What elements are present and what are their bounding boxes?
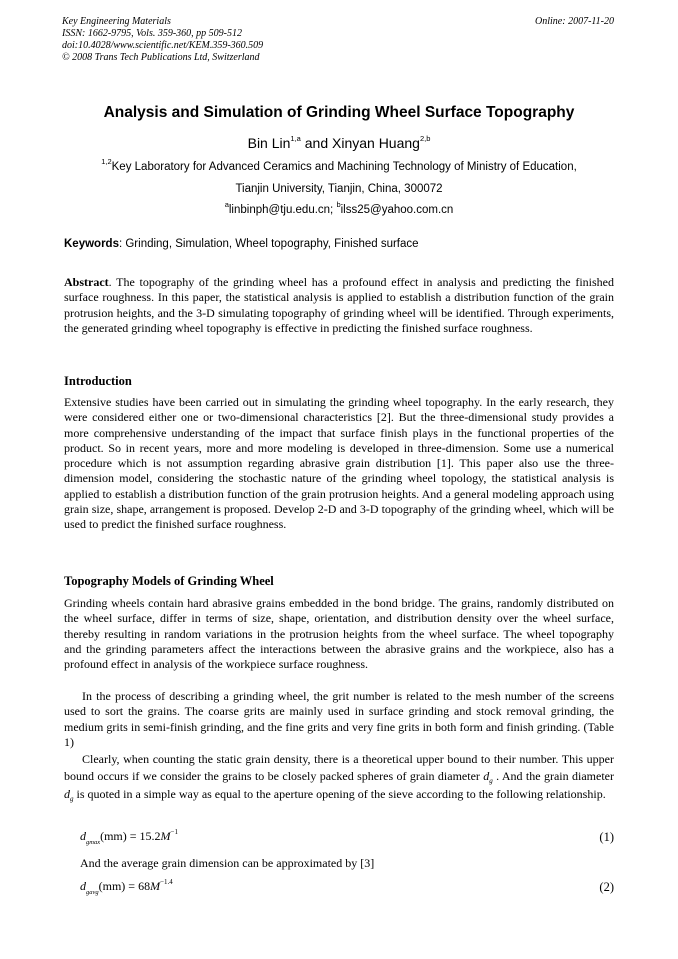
- online-date: Online: 2007-11-20: [535, 16, 614, 27]
- eq1-sub: gmax: [86, 839, 101, 846]
- p3-text-a: Clearly, when counting the static grain density, there is a theoretical upper bound to their number. This upper bound occurs if we consider the grains to be closely packed spheres of grain diameter: [64, 752, 614, 783]
- affiliation-line-1: [0, 157, 678, 173]
- affiliation-text-1: Key Laboratory for Advanced Ceramics and Machining Technology of Ministry of Education,: [111, 161, 577, 173]
- eq1-M: M: [160, 829, 171, 843]
- journal-issn: ISSN: 1662-9795, Vols. 359-360, pp 509-512: [62, 28, 242, 39]
- keywords-line: [64, 238, 419, 250]
- topography-heading: Topography Models of Grinding Wheel: [64, 574, 274, 588]
- eq2-sub: gavg: [86, 889, 99, 896]
- abstract-label: Abstract: [64, 275, 109, 289]
- introduction-heading: Introduction: [64, 374, 132, 388]
- eq2-sup: −1.4: [160, 878, 173, 886]
- author-1: Bin Lin: [247, 135, 291, 151]
- journal-header: [62, 16, 263, 64]
- eq1-body: (mm) = 15.2: [100, 829, 161, 843]
- keywords-text: : Grinding, Simulation, Wheel topography, Finished surface: [118, 238, 419, 250]
- author-2: Xinyan Huang: [332, 135, 420, 151]
- introduction-paragraph: Extensive studies have been carried out in simulating the grinding wheel topography. In the early research, they were considered either one or two-dimensional characteristics [2]. But the three-dimensional study provides a more comprehensive understanding of the impact that surface finish plays in the functional properties of the product. So in recent years, more and more modeling is developed in three-dimension. Some use a numerical procedure which is not assumption regarding abrasive grain distribution [1]. This paper also use the three-dimension model, considering the stochastic nature of the grinding wheel topology, the statistical analysis is applied to establish a distribution function of the grain protrusion heights. And a general modeling approach using grain size, shape, arrangement is proposed. Develop 2-D and 3-D topography of the grinding wheel, which will be used to predict the finished surface roughness.: [64, 395, 614, 532]
- eq2-body: (mm) = 68: [98, 879, 151, 893]
- author-1-sup: 1,a: [290, 134, 301, 144]
- email-a-sup: a: [224, 200, 229, 210]
- author-2-sup: 2,b: [419, 134, 431, 144]
- affiliation-line-2: Tianjin University, Tianjin, China, 300072: [235, 183, 443, 195]
- eq1-d: d: [80, 829, 86, 843]
- keywords-label: Keywords: [64, 238, 119, 250]
- author-line: [0, 135, 678, 151]
- topography-paragraph-3: [64, 751, 617, 805]
- grain-diameter-sub-2: g: [70, 795, 74, 803]
- topography-paragraph-2: In the process of describing a grinding wheel, the grit number is related to the mesh number of the screens used to sort the grains. The coarse grits are mainly used in surface grinding and stock removal grinding, the medium grits in semi-finish grinding, and the fine grits and very fine grits in both form and finish grinding. (Table 1): [64, 689, 614, 749]
- eq1-sup: −1: [170, 828, 178, 836]
- author-and: and: [300, 135, 332, 151]
- equation-1-number: (1): [599, 830, 614, 844]
- email-a: linbinph@tju.edu.cn;: [228, 204, 337, 216]
- p3-text-c: is quoted in a simple way as equal to the aperture opening of the sieve according to the following relationship.: [73, 787, 606, 801]
- grain-diameter-sub-1: g: [489, 776, 493, 785]
- grain-diameter-var-1: d: [483, 768, 490, 783]
- eq2-d: d: [80, 879, 86, 893]
- email-b: ilss25@yahoo.com.cn: [340, 204, 454, 216]
- abstract-text: . The topography of the grinding wheel has a profound effect in analysis and predicting the finished surface roughness. In this paper, the statistical analysis is applied to establish a distribution function of the grain protrusion heights, and the 3-D simulating topography of grinding wheel will be identified. Through experiments, the generated grinding wheel topography is effective in predicting the finished surface roughness.: [64, 275, 614, 335]
- journal-name: Key Engineering Materials: [62, 16, 171, 27]
- grain-diameter-var-2: d: [64, 787, 70, 801]
- topography-paragraph-4: And the average grain dimension can be approximated by [3]: [80, 856, 375, 870]
- equation-2-number: (2): [599, 880, 614, 894]
- equation-2: [80, 879, 173, 894]
- topography-paragraph-1: Grinding wheels contain hard abrasive grains embedded in the bond bridge. The grains, randomly distributed on the wheel surface, differ in terms of size, shape, orientation, and distribution density over the wheel surface, thereby resulting in random variations in the protrusion heights from the wheel surface. The wheel topography and the grinding parameters affect the interactions between the abrasive grains and the workpiece, also has a profound effect in analysis of the workpiece surface roughness.: [64, 596, 614, 672]
- journal-copyright: © 2008 Trans Tech Publications Ltd, Switzerland: [62, 52, 260, 63]
- abstract-paragraph: [64, 275, 614, 336]
- eq2-M: M: [150, 879, 161, 893]
- email-line: [0, 200, 678, 216]
- p3-text-b: . And the grain diameter: [492, 768, 617, 783]
- email-b-sup: b: [336, 200, 341, 210]
- paper-title: Analysis and Simulation of Grinding Wheel Surface Topography: [103, 104, 575, 121]
- journal-doi: doi:10.4028/www.scientific.net/KEM.359-360.509: [62, 40, 264, 51]
- affiliation-sup: 1,2: [101, 157, 112, 167]
- equation-1: [80, 829, 178, 844]
